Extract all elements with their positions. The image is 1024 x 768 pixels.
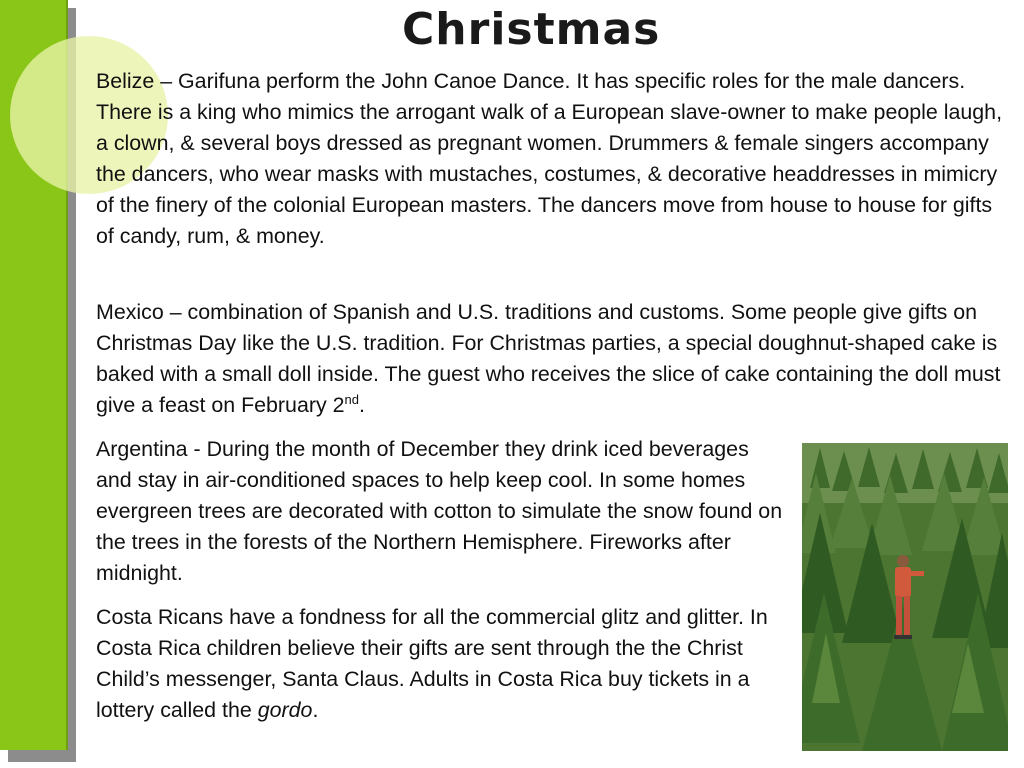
paragraph-mexico — [96, 297, 1014, 421]
slide-title: Christmas — [402, 4, 661, 55]
mexico-superscript: nd — [344, 391, 359, 407]
costa-rica-end: . — [312, 698, 319, 722]
mexico-text: Mexico – combination of Spanish and U.S. traditions and customs. Some people give gifts on Christmas Day like the U.S. tradition. For Christmas parties, a special doughnut-shaped cake is baked with a small doll inside. The guest who receives the slice of cake containing the doll must give a feast on February 2 — [96, 300, 1001, 417]
paragraph-argentina — [96, 434, 786, 589]
paragraph-costa-rica — [96, 602, 786, 726]
costa-rica-text: Costa Ricans have a fondness for all the commercial glitz and glitter. In Costa Rica children believe their gifts are sent through the the Christ Child’s messenger, Santa Claus. Adults in Costa Rica buy tickets in a lottery called the — [96, 605, 768, 722]
tree-farm-illustration — [802, 443, 1008, 751]
belize-text: Belize – Garifuna perform the John Canoe Dance. It has specific roles for the male dancers. There is a king who mimics the arrogant walk of a European slave-owner to make people laugh, a clown, & several boys dressed as pregnant women. Drummers & female singers accompany the dancers, who wear masks with mustaches, costumes, & decorative headdresses in mimicry of the finery of the colonial European masters. The dancers move from house to house for gifts of candy, rum, & money. — [96, 69, 1003, 248]
argentina-text: Argentina - During the month of December they drink iced beverages and stay in air-conditioned spaces to help keep cool. In some homes evergreen trees are decorated with cotton to simulate the snow found on the trees in the forests of the Northern Hemisphere. Fireworks after midnight. — [96, 437, 783, 585]
paragraph-belize — [96, 66, 1014, 252]
tree-farm-photo — [802, 443, 1008, 751]
gordo-italic: gordo — [257, 698, 313, 722]
mexico-end: . — [358, 393, 365, 417]
